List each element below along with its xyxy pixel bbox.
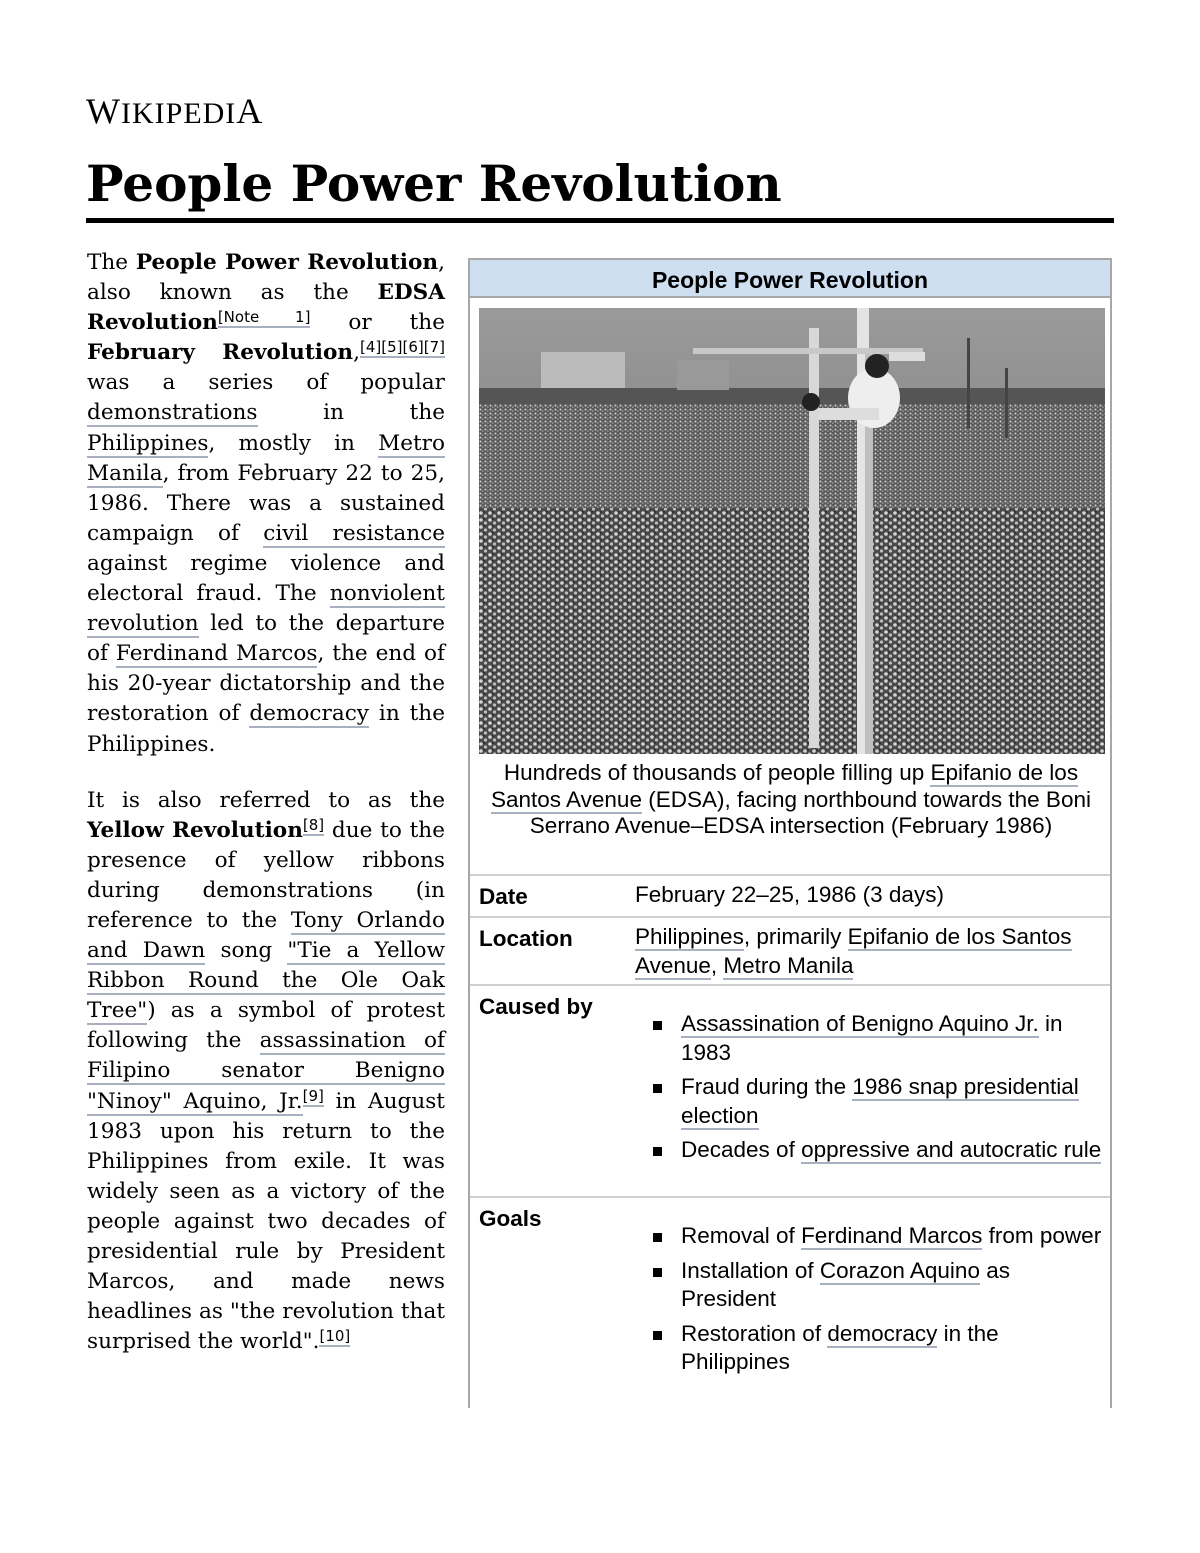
- infobox-row-caused-by: [470, 984, 1110, 1196]
- wikipedia-wordmark[interactable]: WIKIPEDIA: [86, 91, 264, 131]
- list-item: Assassination of Benigno Aquino Jr. in 1983: [640, 1010, 1105, 1067]
- bullet-icon: [653, 1021, 662, 1030]
- caption-link-edsa[interactable]: Epifanio de los Santos Avenue: [491, 760, 1079, 812]
- list-item: Removal of Ferdinand Marcos from power: [640, 1222, 1105, 1251]
- reference-8[interactable]: [8]: [302, 815, 325, 834]
- reference-4[interactable]: [4]: [360, 338, 382, 357]
- reference-note-1[interactable]: [Note 1]: [217, 308, 311, 327]
- link-philippines[interactable]: Philippines: [87, 430, 209, 456]
- reference-6[interactable]: [6]: [402, 338, 424, 357]
- link-ferdinand-marcos[interactable]: Ferdinand Marcos: [115, 641, 318, 667]
- bullet-icon: [653, 1147, 662, 1156]
- infobox-header: People Power Revolution: [468, 258, 1112, 298]
- link-1986-snap-election[interactable]: 1986 snap presidential election: [681, 1074, 1079, 1128]
- link-tie-a-yellow-ribbon[interactable]: "Tie a Yellow Ribbon Round the Ole Oak Tree": [87, 938, 445, 1024]
- intro-paragraph: The People Power Revolution, also known as the EDSA Revolution[Note 1] or the February Revolution,[4][5][6][7] was a series of popular demonstrations in the Philippines, mostly in Metro Manila, from February 22 to 25, 1986. There was a sustained campaign of civil resistance against regime violence and electoral fraud. The nonviolent revolution led to the departure of Ferdinand Marcos, the end of his 20-year dictatorship and the restoration of democracy in the Philippines.: [87, 250, 445, 757]
- link-tony-orlando-and-dawn[interactable]: Tony Orlando and Dawn: [87, 907, 445, 964]
- reference-9[interactable]: [9]: [302, 1086, 324, 1105]
- link-democracy-goal[interactable]: democracy: [827, 1320, 938, 1346]
- page-title: People Power Revolution: [86, 152, 1114, 223]
- goals-label: Goals: [479, 1206, 542, 1231]
- caused-by-list: [640, 1010, 1105, 1171]
- link-demonstrations[interactable]: demonstrations: [87, 400, 258, 426]
- infobox-photo[interactable]: [479, 308, 1105, 754]
- article-body: [87, 248, 445, 1383]
- location-link-edsa[interactable]: Epifanio de los Santos Avenue: [635, 924, 1072, 978]
- list-item: Decades of oppressive and autocratic rule: [640, 1136, 1105, 1165]
- location-label: Location: [479, 926, 573, 951]
- infobox: [468, 258, 1112, 1408]
- date-label: Date: [479, 884, 528, 909]
- list-item: Restoration of democracy in the Philippines: [640, 1320, 1105, 1377]
- list-item: Fraud during the 1986 snap presidential election: [640, 1073, 1105, 1130]
- reference-7[interactable]: [7]: [423, 338, 445, 357]
- location-link-philippines[interactable]: Philippines: [635, 924, 744, 949]
- link-assassination-benigno-aquino[interactable]: Assassination of Benigno Aquino Jr.: [681, 1011, 1039, 1036]
- bullet-icon: [653, 1331, 662, 1340]
- link-nonviolent-revolution[interactable]: nonviolent revolution: [87, 581, 445, 637]
- link-democracy[interactable]: democracy: [249, 701, 370, 727]
- link-corazon-aquino[interactable]: Corazon Aquino: [819, 1257, 980, 1283]
- infobox-row-date: [470, 874, 1110, 916]
- bullet-icon: [653, 1084, 662, 1093]
- bullet-icon: [653, 1268, 662, 1277]
- link-oppressive-autocratic-rule[interactable]: oppressive and autocratic rule: [801, 1137, 1102, 1162]
- reference-10[interactable]: [10]: [319, 1327, 351, 1346]
- link-ferdinand-marcos-goal[interactable]: Ferdinand Marcos: [801, 1223, 983, 1248]
- infobox-row-location: [470, 916, 1110, 984]
- infobox-row-goals: [470, 1196, 1110, 1410]
- bullet-icon: [653, 1233, 662, 1242]
- goals-list: [640, 1222, 1105, 1383]
- location-link-metro-manila[interactable]: Metro Manila: [723, 953, 854, 978]
- caused-by-label: Caused by: [479, 994, 593, 1019]
- location-value: Philippines, primarily Epifanio de los Santos Avenue, Metro Manila: [635, 924, 1072, 978]
- link-metro-manila[interactable]: Metro Manila: [87, 430, 445, 486]
- date-value: February 22–25, 1986 (3 days): [635, 882, 944, 907]
- second-paragraph: It is also referred to as the Yellow Revolution[8] due to the presence of yellow ribbons during demonstrations (in reference to the Tony Orlando and Dawn song "Tie a Yellow Ribbon Round the Ole Oak Tree") as a symbol of protest following the assassination of Filipino senator Benigno "Ninoy" Aquino, Jr.[9] in August 1983 upon his return to the Philippines from exile. It was widely seen as a victory of the people against two decades of presidential rule by President Marcos, and made news headlines as "the revolution that surprised the world".[10]: [87, 787, 445, 1355]
- link-civil-resistance[interactable]: civil resistance: [263, 520, 445, 546]
- reference-5[interactable]: [5]: [381, 338, 403, 357]
- list-item: Installation of Corazon Aquino as President: [640, 1257, 1105, 1314]
- link-assassination-of-benigno-aquino[interactable]: assassination of Filipino senator Benigno "Ninoy" Aquino, Jr.: [87, 1028, 445, 1114]
- infobox-caption: Hundreds of thousands of people filling up Epifanio de los Santos Avenue (EDSA), facing northbound towards the Boni Serrano Avenue–EDSA intersection (February 1986): [491, 760, 1091, 838]
